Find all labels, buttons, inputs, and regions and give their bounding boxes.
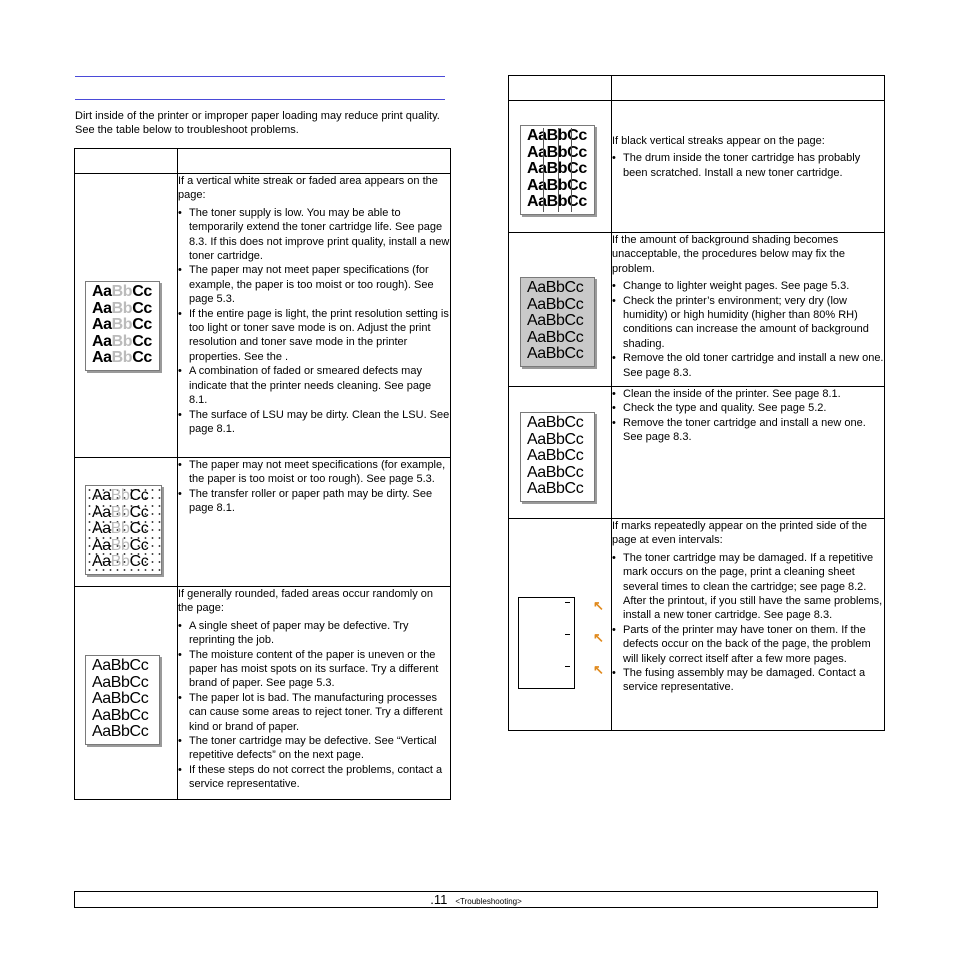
list-item: • Change to lighter weight pages. See page 5.3. <box>612 279 884 293</box>
sample-line: AaBbCc <box>92 690 149 708</box>
header-condition <box>509 76 612 101</box>
sample-line: AaBbCc <box>92 520 149 538</box>
sample-line: AaBbCc <box>527 160 587 178</box>
sample-line: AaBbCc <box>527 414 584 431</box>
sample-line: AaBbCc <box>92 316 152 334</box>
sample-line: AaBbCc <box>527 345 584 363</box>
sample-image-cell <box>75 587 178 800</box>
solution-cell <box>612 233 885 387</box>
table-row <box>75 174 451 458</box>
list-item: • Check the printer’s environment; very dry (low humidity) or high humidity (higher than 80% RH) conditions can increase the amount of background shading. <box>612 294 884 352</box>
list-item: • If these steps do not correct the problems, contact a service representative. <box>178 763 450 792</box>
bullet-list <box>612 551 884 695</box>
solution-cell <box>612 101 885 233</box>
list-item: • The toner cartridge may be damaged. If a repetitive mark occurs on the page, print a cleaning sheet several times to clean the cartridge; see page 8.2. After the printout, if you still have the same problems, install a new toner cartridge. See page 8.3. <box>612 551 884 623</box>
header-solution <box>612 76 885 101</box>
sample-line: AaBbCc <box>92 332 152 350</box>
list-item: • The moisture content of the paper is uneven or the paper has moist spots on its surface. Try a different brand of paper. See page 5.3. <box>178 648 450 691</box>
page-mark-tick <box>565 602 570 603</box>
sample-line: AaBbCc <box>92 503 149 521</box>
sample-line: AaBbCc <box>527 295 584 313</box>
sample-line: AaBbCc <box>92 657 149 674</box>
page-mark-tick <box>565 634 570 635</box>
sample-line: AaBbCc <box>527 176 587 194</box>
row-intro: If marks repeatedly appear on the printed side of the page at even intervals: <box>612 520 867 547</box>
sample-line: AaBbCc <box>92 299 152 317</box>
defect-mark-icon: ↖ <box>593 630 604 645</box>
sample-line: AaBbCc <box>527 463 584 481</box>
row-intro: If the amount of background shading becomes unacceptable, the procedures below may fix the problem. <box>612 234 845 275</box>
right-troubleshooting-table <box>508 75 885 731</box>
vertical-streak <box>543 128 544 212</box>
table-row <box>509 387 885 519</box>
sample-line: AaBbCc <box>527 430 584 448</box>
list-item: • Remove the toner cartridge and install a new one. See page 8.3. <box>612 416 884 445</box>
header-condition <box>75 149 178 174</box>
table-row <box>509 101 885 233</box>
vertical-lines-sample <box>520 125 595 215</box>
list-item: • Remove the old toner cartridge and install a new one. See page 8.3. <box>612 351 884 380</box>
list-item: • The toner cartridge may be defective. See “Vertical repetitive defects” on the next page. <box>178 734 450 763</box>
sample-line: AaBbCc <box>527 312 584 330</box>
list-item: • The transfer roller or paper path may be dirty. See page 8.1. <box>178 487 450 516</box>
list-item: • The fusing assembly may be damaged. Contact a service representative. <box>612 666 884 695</box>
list-item: • The toner supply is low. You may be able to temporarily extend the toner cartridge life. See page 8.3. If this does not improve print quality, install a new toner cartridge. <box>178 206 450 264</box>
list-item: • The paper lot is bad. The manufacturing processes can cause some areas to reject toner. Try a different kind or brand of paper. <box>178 691 450 734</box>
left-troubleshooting-table <box>74 148 451 800</box>
sample-line: AaBbCc <box>92 283 152 300</box>
list-item: • Parts of the printer may have toner on them. If the defects occur on the back of the page, the problem will likely correct itself after a few more pages. <box>612 623 884 666</box>
table-row <box>75 587 451 800</box>
row-intro: If black vertical streaks appear on the page: <box>612 135 825 147</box>
section-rule-top <box>75 76 445 77</box>
sample-image-cell <box>75 174 178 458</box>
list-item: • The surface of LSU may be dirty. Clean the LSU. See page 8.1. <box>178 408 450 437</box>
sample-line: AaBbCc <box>92 487 149 504</box>
defect-mark-icon: ↖ <box>593 662 604 677</box>
bullet-list <box>178 619 450 792</box>
solution-cell <box>178 587 451 800</box>
list-item: • The drum inside the toner cartridge has probably been scratched. Install a new toner cartridge. <box>612 151 884 180</box>
list-item: • The paper may not meet specifications (for example, the paper is too moist or too rough). See page 5.3. <box>178 458 450 487</box>
section-rule-bottom <box>75 99 445 100</box>
list-item: • If the entire page is light, the print resolution setting is too light or toner save mode is on. Adjust the print resolution and toner save mode in the printer properties. See the . <box>178 307 450 365</box>
sample-image-cell <box>509 387 612 519</box>
sample-line: AaBbCc <box>527 328 584 346</box>
intro-paragraph: Dirt inside of the printer or improper paper loading may reduce print quality. See the table below to troubleshoot problems. <box>75 110 440 137</box>
table-row <box>509 519 885 731</box>
list-item: • A single sheet of paper may be defective. Try reprinting the job. <box>178 619 450 648</box>
bullet-list <box>178 206 450 437</box>
page-footer <box>74 891 878 908</box>
sample-line: AaBbCc <box>92 673 149 691</box>
sample-line: AaBbCc <box>527 279 584 296</box>
row-intro: If generally rounded, faded areas occur randomly on the page: <box>178 588 433 615</box>
repetitive-defects-sample <box>518 597 575 689</box>
bullet-list <box>612 387 884 445</box>
bullet-list <box>612 279 884 380</box>
bullet-list <box>612 151 884 180</box>
list-item: • A combination of faded or smeared defects may indicate that the printer needs cleaning. See page 8.1. <box>178 364 450 407</box>
list-item: • Check the type and quality. See page 5.2. <box>612 401 884 415</box>
dropouts-sample <box>85 655 160 745</box>
table-row <box>509 233 885 387</box>
vertical-streak <box>558 128 559 212</box>
sample-line: AaBbCc <box>527 480 584 498</box>
chapter-label: <Troubleshooting> <box>455 897 522 906</box>
solution-cell <box>178 174 451 458</box>
header-solution <box>178 149 451 174</box>
sample-line: AaBbCc <box>92 706 149 724</box>
sample-image-cell <box>75 458 178 587</box>
solution-cell <box>612 519 885 731</box>
table-row <box>75 458 451 587</box>
sample-image-cell <box>509 233 612 387</box>
vertical-streak <box>571 128 572 212</box>
gray-background-sample <box>520 277 595 367</box>
sample-image-cell <box>509 101 612 233</box>
sample-line: AaBbCc <box>527 143 587 161</box>
bullet-list <box>178 458 450 516</box>
sample-line: AaBbCc <box>92 723 149 741</box>
defect-mark-icon: ↖ <box>593 598 604 613</box>
solution-cell <box>178 458 451 587</box>
table-header-row <box>509 76 885 101</box>
sample-image-cell <box>509 519 612 731</box>
sample-line: AaBbCc <box>527 193 587 211</box>
sample-line: AaBbCc <box>92 349 152 367</box>
sample-line: AaBbCc <box>92 553 149 571</box>
sample-line: AaBbCc <box>527 447 584 465</box>
light-print-sample <box>85 281 160 371</box>
page-number: .11 <box>430 892 448 907</box>
list-item: • The paper may not meet paper specifications (for example, the paper is too moist or too rough). See page 5.3. <box>178 263 450 306</box>
toner-smear-sample <box>520 412 595 502</box>
solution-cell <box>612 387 885 519</box>
table-header-row <box>75 149 451 174</box>
toner-specks-sample <box>85 485 162 575</box>
sample-line: AaBbCc <box>527 127 587 144</box>
page-mark-tick <box>565 666 570 667</box>
list-item: • Clean the inside of the printer. See page 8.1. <box>612 387 884 401</box>
sample-line: AaBbCc <box>92 536 149 554</box>
row-intro: If a vertical white streak or faded area appears on the page: <box>178 175 438 202</box>
